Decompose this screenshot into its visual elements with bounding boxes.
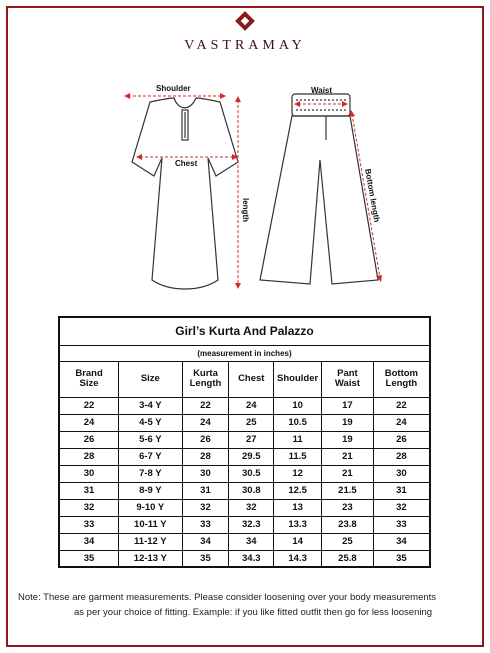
table-cell: 25 [322,533,374,550]
table-row [59,465,430,482]
table-cell: 23.8 [322,516,374,533]
column-header-text: Length [385,378,418,389]
table-cell: 29.5 [229,448,274,465]
table-cell: 30.5 [229,465,274,482]
table-cell: 10-11 Y [119,516,182,533]
shoulder-label: Shoulder [156,84,191,93]
table-cell: 10.5 [274,414,322,431]
table-cell: 32.3 [229,516,274,533]
palazzo-drawing [260,94,378,284]
table-cell: 26 [59,431,119,448]
table-cell: 8-9 Y [119,482,182,499]
table-row [59,448,430,465]
table-cell: 9-10 Y [119,499,182,516]
table-cell: 24 [182,414,229,431]
table-cell: 31 [373,482,430,499]
table-cell: 32 [182,499,229,516]
table-row [59,533,430,550]
table-cell: 11-12 Y [119,533,182,550]
table-cell: 31 [182,482,229,499]
column-header-text: Length [189,378,222,389]
table-cell: 30.8 [229,482,274,499]
column-header [373,361,430,397]
table-cell: 31 [59,482,119,499]
table-cell: 19 [322,431,374,448]
kurta-drawing [132,98,238,289]
column-header-text: Kurta [193,367,218,379]
table-cell: 30 [182,465,229,482]
waist-label: Waist [311,86,333,95]
table-cell: 26 [182,431,229,448]
table-cell: 34 [229,533,274,550]
table-cell: 12 [274,465,322,482]
table-cell: 30 [373,465,430,482]
column-header-text: Brand [75,367,103,379]
size-chart-table [58,316,431,568]
table-cell: 17 [322,397,374,414]
table-cell: 3-4 Y [119,397,182,414]
table-cell: 28 [373,448,430,465]
column-header-text: Pant [337,367,358,379]
table-cell: 21.5 [322,482,374,499]
column-header [322,361,374,397]
table-cell: 12-13 Y [119,550,182,567]
table-cell: 34.3 [229,550,274,567]
table-cell: 22 [59,397,119,414]
note-line-1: Note: These are garment measurements. Please consider loosening over your body measurements [18,592,437,603]
brand-name: VASTRAMAY [184,38,306,53]
table-cell: 30 [59,465,119,482]
chest-label: Chest [175,159,198,168]
table-cell: 32 [373,499,430,516]
column-header-text: Shoulder [277,372,319,384]
column-header-text: Waist [334,378,360,389]
table-cell: 35 [373,550,430,567]
table-cell: 11.5 [274,448,322,465]
table-cell: 19 [322,414,374,431]
table-cell: 34 [182,533,229,550]
column-header-text: Chest [238,372,265,384]
table-cell: 22 [373,397,430,414]
table-title: Girl’s Kurta And Palazzo [59,317,430,345]
table-cell: 21 [322,448,374,465]
table-cell: 4-5 Y [119,414,182,431]
table-cell: 5-6 Y [119,431,182,448]
table-cell: 34 [373,533,430,550]
table-cell: 25 [229,414,274,431]
column-header-text: Size [140,372,160,384]
table-subtitle: (measurement in inches) [59,345,430,361]
table-body [59,397,430,567]
table-row [59,550,430,567]
table-cell: 25.8 [322,550,374,567]
table-cell: 14.3 [274,550,322,567]
table-cell: 35 [182,550,229,567]
table-cell: 22 [182,397,229,414]
table-cell: 12.5 [274,482,322,499]
table-row [59,482,430,499]
column-header [119,361,182,397]
table-cell: 32 [229,499,274,516]
table-cell: 24 [59,414,119,431]
table-header-row [59,361,430,397]
table-cell: 28 [59,448,119,465]
size-chart [58,316,431,568]
table-cell: 28 [182,448,229,465]
table-cell: 34 [59,533,119,550]
logo [0,14,490,33]
column-header-text: Bottom [384,367,418,379]
column-header-text: Size [79,378,99,389]
table-row [59,414,430,431]
table-cell: 21 [322,465,374,482]
table-cell: 6-7 Y [119,448,182,465]
table-cell: 10 [274,397,322,414]
table-row [59,516,430,533]
column-header [59,361,119,397]
table-cell: 27 [229,431,274,448]
garment-drawings [0,80,490,300]
table-cell: 33 [59,516,119,533]
measurement-note [18,590,472,620]
table-cell: 33 [373,516,430,533]
note-line-2: as per your choice of fitting. Example: if you like fitted outfit then go for less loosening [74,607,433,618]
column-header [229,361,274,397]
table-cell: 23 [322,499,374,516]
table-cell: 13.3 [274,516,322,533]
table-row [59,397,430,414]
column-header [274,361,322,397]
garment-illustration [0,80,490,300]
table-cell: 35 [59,550,119,567]
bottom-length-label: Bottom length [363,168,382,223]
table-cell: 33 [182,516,229,533]
table-cell: 13 [274,499,322,516]
table-row [59,499,430,516]
length-label: length [241,198,250,222]
table-cell: 26 [373,431,430,448]
table-row [59,431,430,448]
table-cell: 32 [59,499,119,516]
table-cell: 7-8 Y [119,465,182,482]
table-cell: 24 [229,397,274,414]
table-cell: 24 [373,414,430,431]
vastramay-logo-icon [235,11,255,31]
column-header [182,361,229,397]
table-cell: 14 [274,533,322,550]
table-cell: 11 [274,431,322,448]
